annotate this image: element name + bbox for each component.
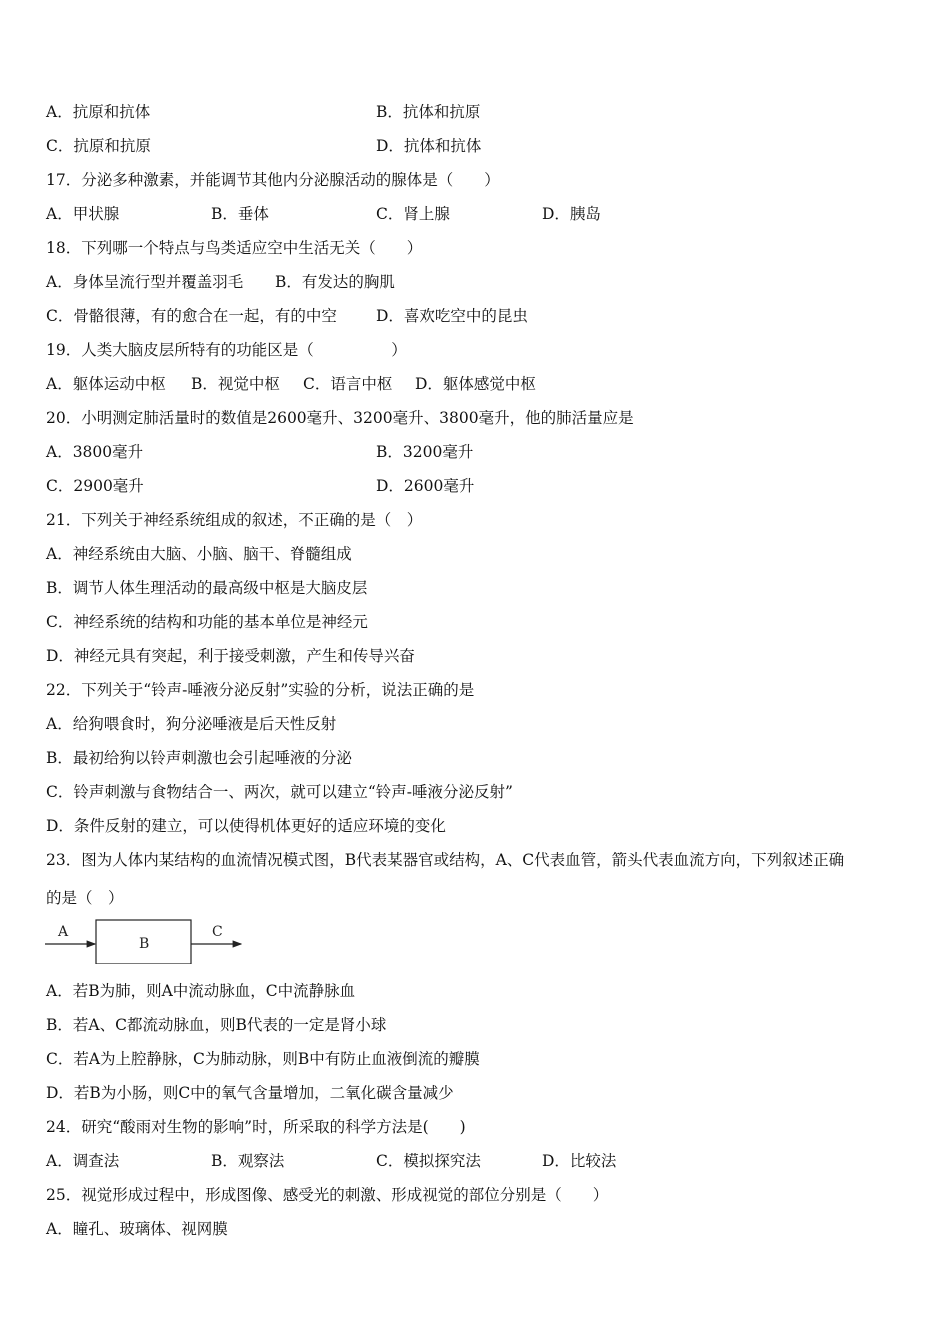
q23-stem-line1: 23．图为人体内某结构的血流情况模式图，B代表某器官或结构，A、C代表血管，箭头代表血流方向，下列叙述正确 [46,851,845,869]
q18-option-a: A．身体呈流行型并覆盖羽毛 [46,273,244,291]
q20-options-row1 [46,442,906,462]
q18-option-d: D．喜欢吃空中的昆虫 [376,307,528,325]
q22-option-d: D．条件反射的建立，可以使得机体更好的适应环境的变化 [46,817,446,835]
q19-options [46,374,906,394]
q19-option-a: A．躯体运动中枢 [46,375,166,393]
q24-option-b: B．观察法 [211,1152,285,1170]
q23-stem-line2: 的是（ ） [46,889,124,907]
q21-stem: 21．下列关于神经系统组成的叙述，不正确的是（ ） [46,511,423,529]
q24-options [46,1151,906,1171]
q20-stem: 20．小明测定肺活量时的数值是2600毫升、3200毫升、3800毫升，他的肺活量应是 [46,409,634,427]
blood-flow-diagram [44,912,248,964]
q21-option-b: B．调节人体生理活动的最高级中枢是大脑皮层 [46,579,368,597]
q21-option-a: A．神经系统由大脑、小脑、脑干、脊髓组成 [46,545,352,563]
q21-option-d: D．神经元具有突起，利于接受刺激，产生和传导兴奋 [46,647,415,665]
q20-option-d: D．2600毫升 [376,477,475,495]
q20-options-row2 [46,476,906,496]
q23-option-b: B．若A、C都流动脉血，则B代表的一定是肾小球 [46,1016,387,1034]
q23-option-d: D．若B为小肠，则C中的氧气含量增加，二氧化碳含量减少 [46,1084,454,1102]
q18-option-c: C．骨骼很薄，有的愈合在一起，有的中空 [46,307,337,325]
q19-option-c: C．语言中枢 [303,375,393,393]
q18-options-row1 [46,272,906,292]
q16-option-b: B．抗体和抗原 [376,103,481,121]
vessel-c-label: C [212,924,223,940]
q19-stem: 19．人类大脑皮层所特有的功能区是（ ） [46,341,407,359]
q16-options-row2 [46,136,906,156]
q17-option-b: B．垂体 [211,205,269,223]
vessel-a-label: A [58,924,69,940]
q20-option-c: C．2900毫升 [46,477,144,495]
q17-stem: 17．分泌多种激素，并能调节其他内分泌腺活动的腺体是（ ） [46,171,500,189]
q24-option-a: A．调查法 [46,1152,120,1170]
q24-option-c: C．模拟探究法 [376,1152,481,1170]
q16-option-c: C．抗原和抗原 [46,137,151,155]
q22-option-c: C．铃声刺激与食物结合一、两次，就可以建立“铃声-唾液分泌反射” [46,783,513,801]
q25-stem: 25．视觉形成过程中，形成图像、感受光的刺激、形成视觉的部位分别是（ ） [46,1186,609,1204]
q16-options-row1 [46,102,906,122]
q22-option-b: B．最初给狗以铃声刺激也会引起唾液的分泌 [46,749,352,767]
organ-b-label: B [139,936,150,952]
q16-option-d: D．抗体和抗体 [376,137,482,155]
q19-option-d: D．躯体感觉中枢 [415,375,536,393]
q24-option-d: D．比较法 [542,1152,617,1170]
q19-option-b: B．视觉中枢 [191,375,280,393]
q16-option-a: A．抗原和抗体 [46,103,151,121]
q17-option-d: D．胰岛 [542,205,601,223]
q17-option-a: A．甲状腺 [46,205,120,223]
q17-option-c: C．肾上腺 [376,205,450,223]
q20-option-a: A．3800毫升 [46,443,144,461]
q18-options-row2 [46,306,906,326]
q18-option-b: B．有发达的胸肌 [275,273,395,291]
q25-option-a: A．瞳孔、玻璃体、视网膜 [46,1220,228,1238]
q22-option-a: A．给狗喂食时，狗分泌唾液是后天性反射 [46,715,337,733]
q20-option-b: B．3200毫升 [376,443,474,461]
q24-stem: 24．研究“酸雨对生物的影响”时，所采取的科学方法是( ) [46,1118,466,1136]
q21-option-c: C．神经系统的结构和功能的基本单位是神经元 [46,613,368,631]
q22-stem: 22．下列关于“铃声-唾液分泌反射”实验的分析，说法正确的是 [46,681,475,699]
q23-option-a: A．若B为肺，则A中流动脉血，C中流静脉血 [46,982,356,1000]
q17-options [46,204,906,224]
q18-stem: 18．下列哪一个特点与鸟类适应空中生活无关（ ） [46,239,423,257]
q23-option-c: C．若A为上腔静脉，C为肺动脉，则B中有防止血液倒流的瓣膜 [46,1050,480,1068]
